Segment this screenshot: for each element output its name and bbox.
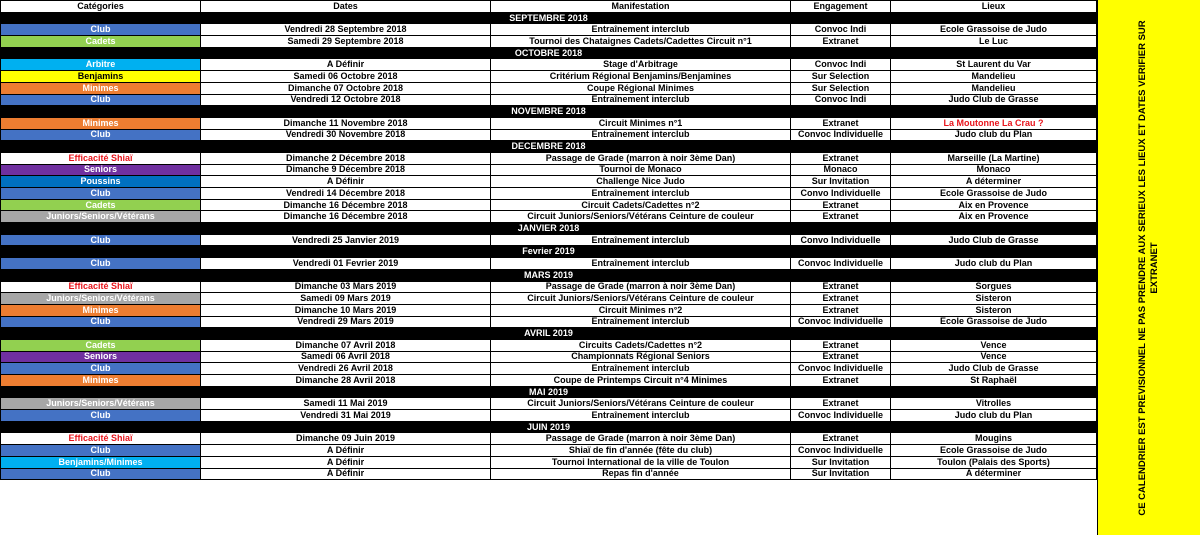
event-row — [1, 188, 1097, 200]
month-label: JUIN 2019 — [1, 421, 1097, 433]
date-cell: Samedi 11 Mai 2019 — [201, 398, 491, 410]
lieu-cell: Ecole Grassoise de Judo — [891, 188, 1097, 200]
month-row — [1, 328, 1097, 340]
manifestation-cell: Circuit Minimes n°1 — [491, 117, 791, 129]
event-row — [1, 293, 1097, 305]
header-row — [1, 1, 1097, 13]
month-label: MAI 2019 — [1, 386, 1097, 398]
category-cell: Seniors — [1, 164, 201, 176]
header-categories: Catégories — [1, 1, 201, 13]
lieu-cell: Marseille (La Martine) — [891, 152, 1097, 164]
date-cell: Samedi 29 Septembre 2018 — [201, 36, 491, 48]
category-cell: Club — [1, 129, 201, 141]
manifestation-cell: Entraînement interclub — [491, 410, 791, 422]
category-cell: Arbitre — [1, 59, 201, 71]
lieu-cell: Vence — [891, 339, 1097, 351]
engagement-cell: Extranet — [791, 36, 891, 48]
manifestation-cell: Entraînement interclub — [491, 316, 791, 328]
lieu-cell: Le Luc — [891, 36, 1097, 48]
manifestation-cell: Challenge Nice Judo — [491, 176, 791, 188]
month-row — [1, 106, 1097, 118]
event-row — [1, 59, 1097, 71]
manifestation-cell: Passage de Grade (marron à noir 3ème Dan) — [491, 433, 791, 445]
event-row — [1, 71, 1097, 83]
engagement-cell: Convoc Individuelle — [791, 445, 891, 457]
category-cell: Club — [1, 363, 201, 375]
manifestation-cell: Entraînement interclub — [491, 129, 791, 141]
date-cell: Dimanche 16 Décembre 2018 — [201, 199, 491, 211]
month-label: NOVEMBRE 2018 — [1, 106, 1097, 118]
lieu-cell: Judo club du Plan — [891, 129, 1097, 141]
lieu-cell: Monaco — [891, 164, 1097, 176]
lieu-cell: Judo club du Plan — [891, 410, 1097, 422]
category-cell: Cadets — [1, 36, 201, 48]
engagement-cell: Convoc Individuelle — [791, 258, 891, 270]
month-row — [1, 269, 1097, 281]
date-cell: A Définir — [201, 468, 491, 480]
category-cell: Club — [1, 24, 201, 36]
category-cell: Juniors/Seniors/Vétérans — [1, 398, 201, 410]
category-cell: Club — [1, 94, 201, 106]
manifestation-cell: Passage de Grade (marron à noir 3ème Dan) — [491, 281, 791, 293]
lieu-cell: Sorgues — [891, 281, 1097, 293]
month-row — [1, 141, 1097, 153]
date-cell: A Définir — [201, 445, 491, 457]
engagement-cell: Sur Invitation — [791, 456, 891, 468]
date-cell: Vendredi 30 Novembre 2018 — [201, 129, 491, 141]
engagement-cell: Extranet — [791, 117, 891, 129]
event-row — [1, 129, 1097, 141]
engagement-cell: Extranet — [791, 398, 891, 410]
engagement-cell: Extranet — [791, 339, 891, 351]
engagement-cell: Monaco — [791, 164, 891, 176]
event-row — [1, 339, 1097, 351]
date-cell: Samedi 09 Mars 2019 — [201, 293, 491, 305]
month-label: JANVIER 2018 — [1, 223, 1097, 235]
engagement-cell: Convoc Indi — [791, 24, 891, 36]
lieu-cell: Judo Club de Grasse — [891, 94, 1097, 106]
category-cell: Benjamins/Minimes — [1, 456, 201, 468]
engagement-cell: Extranet — [791, 375, 891, 387]
engagement-cell: Convoc Individuelle — [791, 129, 891, 141]
manifestation-cell: Passage de Grade (marron à noir 3ème Dan) — [491, 152, 791, 164]
manifestation-cell: Entraînement interclub — [491, 188, 791, 200]
lieu-cell: Mandelieu — [891, 71, 1097, 83]
date-cell: Dimanche 03 Mars 2019 — [201, 281, 491, 293]
event-row — [1, 234, 1097, 246]
category-cell: Club — [1, 410, 201, 422]
category-cell: Club — [1, 445, 201, 457]
lieu-cell: Judo club du Plan — [891, 258, 1097, 270]
manifestation-cell: Tournoi International de la ville de Toulon — [491, 456, 791, 468]
engagement-cell: Extranet — [791, 211, 891, 223]
event-row — [1, 398, 1097, 410]
date-cell: Dimanche 09 Juin 2019 — [201, 433, 491, 445]
lieu-cell: Mandelieu — [891, 82, 1097, 94]
category-cell: Juniors/Seniors/Vétérans — [1, 293, 201, 305]
lieu-cell: Ecole Grassoise de Judo — [891, 24, 1097, 36]
lieu-cell: Mougins — [891, 433, 1097, 445]
engagement-cell: Sur Invitation — [791, 468, 891, 480]
event-row — [1, 363, 1097, 375]
engagement-cell: Extranet — [791, 433, 891, 445]
event-row — [1, 211, 1097, 223]
month-label: AVRIL 2019 — [1, 328, 1097, 340]
date-cell: Vendredi 29 Mars 2019 — [201, 316, 491, 328]
month-label: Fevrier 2019 — [1, 246, 1097, 258]
engagement-cell: Extranet — [791, 304, 891, 316]
engagement-cell: Extranet — [791, 152, 891, 164]
date-cell: Dimanche 9 Décembre 2018 — [201, 164, 491, 176]
lieu-cell: Aix en Provence — [891, 199, 1097, 211]
lieu-cell: A déterminer — [891, 468, 1097, 480]
engagement-cell: Convoc Indi — [791, 94, 891, 106]
date-cell: Dimanche 11 Novembre 2018 — [201, 117, 491, 129]
event-row — [1, 445, 1097, 457]
lieu-cell: La Moutonne La Crau ? — [891, 117, 1097, 129]
category-cell: Efficacité Shiaï — [1, 433, 201, 445]
category-cell: Poussins — [1, 176, 201, 188]
date-cell: Vendredi 12 Octobre 2018 — [201, 94, 491, 106]
engagement-cell: Extranet — [791, 281, 891, 293]
event-row — [1, 36, 1097, 48]
engagement-cell: Extranet — [791, 199, 891, 211]
manifestation-cell: Circuit Juniors/Seniors/Vétérans Ceinture de couleur — [491, 293, 791, 305]
category-cell: Efficacité Shiaï — [1, 281, 201, 293]
lieu-cell: Sisteron — [891, 293, 1097, 305]
month-label: MARS 2019 — [1, 269, 1097, 281]
category-cell: Club — [1, 316, 201, 328]
event-row — [1, 258, 1097, 270]
engagement-cell: Convoc Individuelle — [791, 316, 891, 328]
event-row — [1, 316, 1097, 328]
manifestation-cell: Shiaï de fin d'année (fête du club) — [491, 445, 791, 457]
date-cell: Vendredi 01 Fevrier 2019 — [201, 258, 491, 270]
month-row — [1, 246, 1097, 258]
date-cell: Dimanche 2 Décembre 2018 — [201, 152, 491, 164]
calendar-body — [1, 12, 1097, 480]
lieu-cell: A déterminer — [891, 176, 1097, 188]
manifestation-cell: Circuit Cadets/Cadettes n°2 — [491, 199, 791, 211]
category-cell: Cadets — [1, 339, 201, 351]
manifestation-cell: Championnats Régional Seniors — [491, 351, 791, 363]
engagement-cell: Extranet — [791, 293, 891, 305]
manifestation-cell: Circuit Juniors/Seniors/Vétérans Ceinture de couleur — [491, 398, 791, 410]
lieu-cell: Sisteron — [891, 304, 1097, 316]
event-row — [1, 199, 1097, 211]
manifestation-cell: Coupe de Printemps Circuit n°4 Minimes — [491, 375, 791, 387]
engagement-cell: Convo Individuelle — [791, 188, 891, 200]
engagement-cell: Convoc Indi — [791, 59, 891, 71]
category-cell: Minimes — [1, 117, 201, 129]
lieu-cell: Toulon (Palais des Sports) — [891, 456, 1097, 468]
provisional-notice-text: CE CALENDRIER EST PREVISIONNEL NE PAS PRENDRE AUX SERIEUX LES LIEUX ET DATES VERIFIER SUR EXTRANET — [1137, 19, 1160, 516]
category-cell: Club — [1, 468, 201, 480]
category-cell: Minimes — [1, 375, 201, 387]
event-row — [1, 433, 1097, 445]
date-cell: A Définir — [201, 176, 491, 188]
category-cell: Minimes — [1, 82, 201, 94]
header-dates: Dates — [201, 1, 491, 13]
event-row — [1, 304, 1097, 316]
header-manifestation: Manifestation — [491, 1, 791, 13]
manifestation-cell: Entraînement interclub — [491, 24, 791, 36]
lieu-cell: Judo Club de Grasse — [891, 234, 1097, 246]
provisional-notice — [1097, 0, 1200, 535]
category-cell: Benjamins — [1, 71, 201, 83]
category-cell: Club — [1, 188, 201, 200]
manifestation-cell: Circuits Cadets/Cadettes n°2 — [491, 339, 791, 351]
lieu-cell: St Raphaël — [891, 375, 1097, 387]
header-engagement: Engagement — [791, 1, 891, 13]
manifestation-cell: Entraînement interclub — [491, 258, 791, 270]
category-cell: Efficacité Shiaï — [1, 152, 201, 164]
engagement-cell: Sur Selection — [791, 71, 891, 83]
month-row — [1, 386, 1097, 398]
manifestation-cell: Entraînement interclub — [491, 363, 791, 375]
event-row — [1, 94, 1097, 106]
lieu-cell: St Laurent du Var — [891, 59, 1097, 71]
manifestation-cell: Tournoi de Monaco — [491, 164, 791, 176]
event-row — [1, 281, 1097, 293]
lieu-cell: Aix en Provence — [891, 211, 1097, 223]
event-row — [1, 410, 1097, 422]
month-row — [1, 421, 1097, 433]
engagement-cell: Convoc Individuelle — [791, 363, 891, 375]
manifestation-cell: Circuit Juniors/Seniors/Vétérans Ceinture de couleur — [491, 211, 791, 223]
month-row — [1, 12, 1097, 24]
category-cell: Club — [1, 258, 201, 270]
manifestation-cell: Entraînement interclub — [491, 234, 791, 246]
date-cell: Dimanche 16 Décembre 2018 — [201, 211, 491, 223]
event-row — [1, 351, 1097, 363]
lieu-cell: Judo Club de Grasse — [891, 363, 1097, 375]
event-row — [1, 176, 1097, 188]
date-cell: Vendredi 31 Mai 2019 — [201, 410, 491, 422]
month-label: OCTOBRE 2018 — [1, 47, 1097, 59]
event-row — [1, 164, 1097, 176]
event-row — [1, 82, 1097, 94]
lieu-cell: Ecole Grassoise de Judo — [891, 316, 1097, 328]
event-row — [1, 24, 1097, 36]
lieu-cell: Vitrolles — [891, 398, 1097, 410]
date-cell: Vendredi 28 Septembre 2018 — [201, 24, 491, 36]
event-row — [1, 375, 1097, 387]
month-label: SEPTEMBRE 2018 — [1, 12, 1097, 24]
engagement-cell: Sur Selection — [791, 82, 891, 94]
date-cell: Dimanche 10 Mars 2019 — [201, 304, 491, 316]
manifestation-cell: Tournoi des Chataignes Cadets/Cadettes Circuit n°1 — [491, 36, 791, 48]
date-cell: Vendredi 14 Décembre 2018 — [201, 188, 491, 200]
date-cell: A Définir — [201, 59, 491, 71]
category-cell: Club — [1, 234, 201, 246]
category-cell: Minimes — [1, 304, 201, 316]
date-cell: A Définir — [201, 456, 491, 468]
date-cell: Vendredi 26 Avril 2018 — [201, 363, 491, 375]
event-row — [1, 468, 1097, 480]
month-label: DECEMBRE 2018 — [1, 141, 1097, 153]
engagement-cell: Sur Invitation — [791, 176, 891, 188]
manifestation-cell: Circuit Minimes n°2 — [491, 304, 791, 316]
date-cell: Dimanche 07 Octobre 2018 — [201, 82, 491, 94]
category-cell: Juniors/Seniors/Vétérans — [1, 211, 201, 223]
engagement-cell: Extranet — [791, 351, 891, 363]
date-cell: Samedi 06 Avril 2018 — [201, 351, 491, 363]
engagement-cell: Convo Individuelle — [791, 234, 891, 246]
date-cell: Vendredi 25 Janvier 2019 — [201, 234, 491, 246]
date-cell: Dimanche 28 Avril 2018 — [201, 375, 491, 387]
manifestation-cell: Entraînement interclub — [491, 94, 791, 106]
engagement-cell: Convoc Individuelle — [791, 410, 891, 422]
month-row — [1, 223, 1097, 235]
lieu-cell: Ecole Grassoise de Judo — [891, 445, 1097, 457]
date-cell: Samedi 06 Octobre 2018 — [201, 71, 491, 83]
manifestation-cell: Coupe Régional Minimes — [491, 82, 791, 94]
category-cell: Cadets — [1, 199, 201, 211]
date-cell: Dimanche 07 Avril 2018 — [201, 339, 491, 351]
manifestation-cell: Stage d'Arbitrage — [491, 59, 791, 71]
header-lieux: Lieux — [891, 1, 1097, 13]
event-row — [1, 117, 1097, 129]
category-cell: Seniors — [1, 351, 201, 363]
month-row — [1, 47, 1097, 59]
event-row — [1, 152, 1097, 164]
manifestation-cell: Critérium Régional Benjamins/Benjamines — [491, 71, 791, 83]
lieu-cell: Vence — [891, 351, 1097, 363]
manifestation-cell: Repas fin d'année — [491, 468, 791, 480]
event-row — [1, 456, 1097, 468]
